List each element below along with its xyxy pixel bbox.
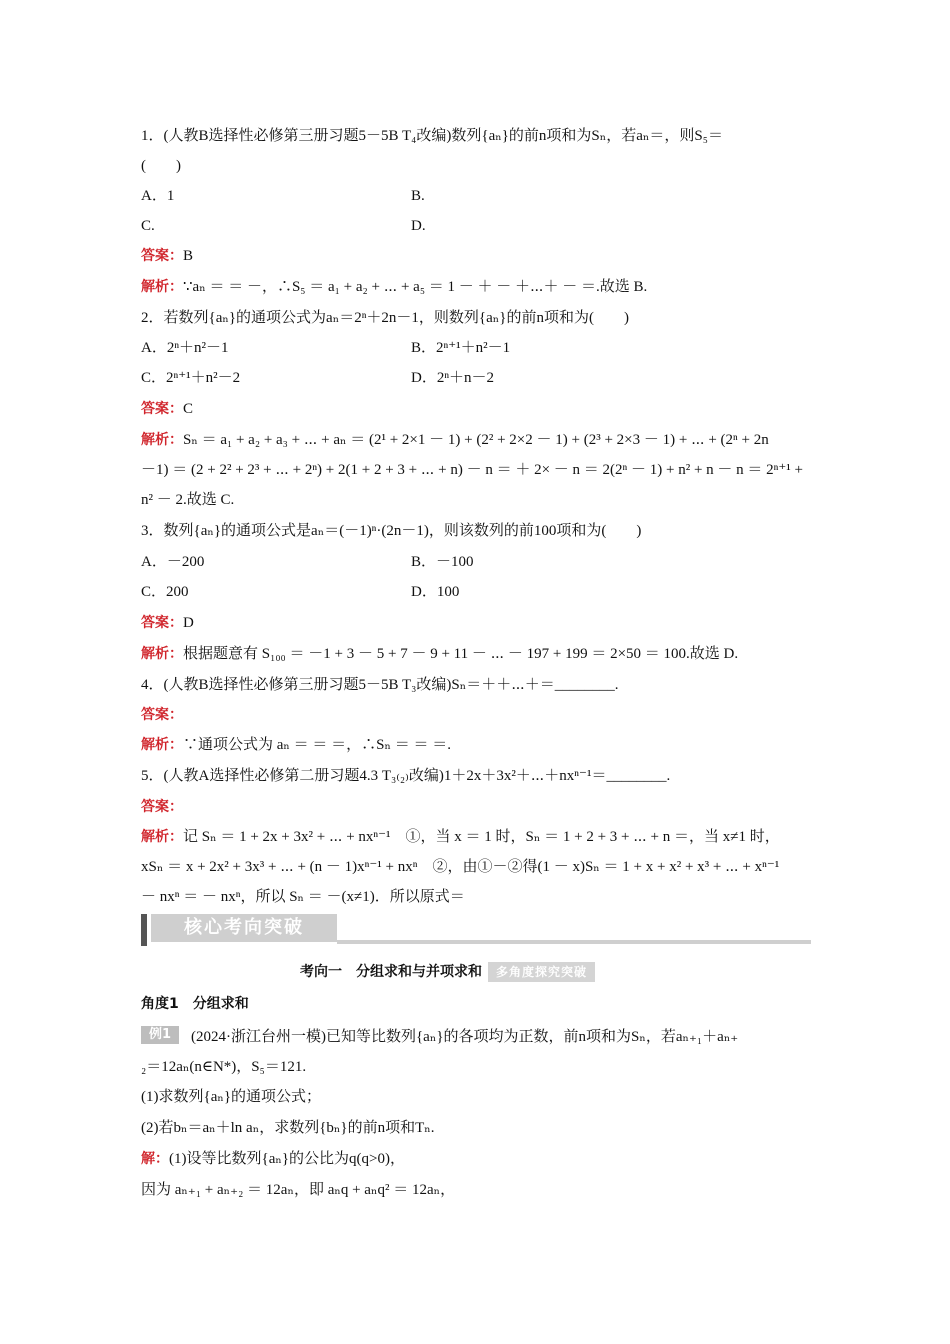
line-text: ( ) bbox=[141, 158, 181, 174]
text-line bbox=[141, 156, 813, 176]
option-right: D．100 bbox=[411, 584, 460, 600]
line-text: － nxⁿ ＝ － nxⁿ，所以 Sₙ ＝ －(x≠1)．所以原式＝ bbox=[141, 889, 465, 905]
line-text: 1．(人教B选择性必修第三册习题5－5B T₄改编)数列{aₙ}的前n项和为Sₙ，若aₙ＝，则S₅＝ bbox=[141, 128, 723, 144]
line-text: Sₙ ＝ a₁ + a₂ + a₃ + ⋯ + aₙ ＝ (2¹ + 2×1 － 1) + (2² + 2×2 － 1) + (2³ + 2×3 － 1) + ⋯ + (2ⁿ + 2n bbox=[183, 432, 769, 448]
text-line bbox=[141, 766, 813, 786]
line-text: 根据题意有 S₁₀₀ ＝ －1 + 3 － 5 + 7 － 9 + 11 － ⋯ － 197 + 199 ＝ 2×50 ＝ 100.故选 D. bbox=[183, 646, 739, 662]
line-text: 因为 aₙ₊₁ + aₙ₊₂ ＝ 12aₙ，即 aₙq + aₙq² ＝ 12aₙ， bbox=[141, 1182, 456, 1198]
text-line bbox=[141, 552, 813, 572]
line-text: A．2ⁿ＋n²－1 bbox=[141, 340, 229, 356]
option-right: B．2ⁿ⁺¹＋n²－1 bbox=[411, 340, 511, 356]
option-right: B．－100 bbox=[411, 554, 474, 570]
answer-label: 解析： bbox=[141, 737, 183, 753]
option-right: D．2ⁿ＋n－2 bbox=[411, 370, 495, 386]
section-banner bbox=[141, 914, 811, 946]
text-line bbox=[141, 399, 813, 419]
banner-title: 核心考向突破 bbox=[151, 914, 337, 942]
line-text: 2．若数列{aₙ}的通项公式为aₙ＝2ⁿ＋2n－1，则数列{aₙ}的前n项和为( ) bbox=[141, 310, 629, 326]
line-text: C．2ⁿ⁺¹＋n²－2 bbox=[141, 370, 241, 386]
text-line bbox=[141, 705, 813, 725]
section-badge: 多角度探究突破 bbox=[488, 962, 595, 982]
section-heading bbox=[300, 962, 950, 982]
answer-label: 答案： bbox=[141, 799, 183, 815]
text-line bbox=[141, 857, 813, 877]
text-line bbox=[141, 644, 813, 664]
line-text: ∵通项公式为 aₙ ＝ ＝ ＝，∴Sₙ ＝ ＝ ＝. bbox=[183, 737, 451, 753]
line-text: ∵aₙ ＝ ＝ －，∴S₅ ＝ a₁ + a₂ + ⋯ + a₅ ＝ 1 － ＋ － ＋⋯＋ － ＝.故选 B. bbox=[183, 279, 648, 295]
example-tag: 例1 bbox=[141, 1026, 179, 1044]
line-text: (1)求数列{aₙ}的通项公式； bbox=[141, 1089, 322, 1105]
text-line bbox=[141, 797, 813, 817]
text-line bbox=[141, 338, 813, 358]
text-line bbox=[141, 613, 813, 633]
answer-label: 答案： bbox=[141, 707, 183, 723]
option-right: B. bbox=[411, 188, 425, 204]
line-text: n² － 2.故选 C. bbox=[141, 492, 235, 508]
text-line bbox=[141, 126, 813, 146]
line-text: (2)若bₙ＝aₙ＋ln aₙ，求数列{bₙ}的前n项和Tₙ. bbox=[141, 1120, 435, 1136]
line-text: －1) ＝ (2 + 2² + 2³ + ⋯ + 2ⁿ) + 2(1 + 2 + 3 + ⋯ + n) － n ＝ ＋ 2× － n ＝ 2(2ⁿ － 1) + n² + n － n ＝ 2ⁿ⁺¹ + bbox=[141, 462, 804, 478]
answer-label: 解析： bbox=[141, 829, 183, 845]
text-line bbox=[141, 186, 813, 206]
text-line bbox=[141, 887, 813, 907]
answer-label: 答案： bbox=[141, 615, 183, 631]
line-text: 4．(人教B选择性必修第三册习题5－5B T₃改编)Sₙ＝＋＋⋯＋＝________. bbox=[141, 677, 619, 693]
line-text: ₂＝12aₙ(n∈N*)，S₅＝121. bbox=[141, 1059, 307, 1075]
banner-bar bbox=[141, 914, 147, 946]
text-line bbox=[141, 1057, 813, 1077]
text-line bbox=[141, 1087, 813, 1107]
line-text: 3．数列{aₙ}的通项公式是aₙ＝(－1)ⁿ·(2n－1)，则该数列的前100项和为( ) bbox=[141, 523, 642, 539]
banner-rule bbox=[337, 940, 811, 944]
answer-label: 答案： bbox=[141, 248, 183, 264]
section-title: 考向一 分组求和与并项求和 bbox=[300, 964, 482, 980]
text-line bbox=[141, 735, 813, 755]
line-text: B bbox=[183, 248, 194, 264]
text-line bbox=[141, 430, 813, 450]
text-line bbox=[141, 675, 813, 695]
line-text: C bbox=[183, 401, 194, 417]
text-line bbox=[141, 490, 813, 510]
text-line bbox=[141, 216, 813, 236]
line-text: C. bbox=[141, 218, 155, 234]
text-line bbox=[141, 827, 813, 847]
line-text: 记 Sₙ ＝ 1 + 2x + 3x² + ⋯ + nxⁿ⁻¹ ①，当 x ＝ 1 时，Sₙ ＝ 1 + 2 + 3 + ⋯ + n ＝，当 x≠1 时， bbox=[183, 829, 780, 845]
line-text: 5．(人教A选择性必修第二册习题4.3 T₃₍₂₎改编)1＋2x＋3x²＋⋯＋nxⁿ⁻¹＝________. bbox=[141, 768, 671, 784]
text-line bbox=[191, 1027, 863, 1047]
text-line bbox=[141, 1118, 813, 1138]
text-line bbox=[141, 521, 813, 541]
text-line bbox=[141, 308, 813, 328]
text-line bbox=[141, 582, 813, 602]
text-line bbox=[141, 246, 813, 266]
text-line bbox=[141, 277, 813, 297]
answer-label: 解析： bbox=[141, 646, 183, 662]
line-text: D bbox=[183, 615, 194, 631]
answer-label: 解析： bbox=[141, 279, 183, 295]
option-right: D. bbox=[411, 218, 426, 234]
text-line bbox=[141, 368, 813, 388]
line-text: C．200 bbox=[141, 584, 189, 600]
angle-title: 角度1 分组求和 bbox=[141, 996, 249, 1012]
answer-label: 解析： bbox=[141, 432, 183, 448]
line-text: (2024·浙江台州一模)已知等比数列{aₙ}的各项均为正数，前n项和为Sₙ，若aₙ₊₁＋aₙ₊ bbox=[191, 1029, 739, 1045]
answer-label: 答案： bbox=[141, 401, 183, 417]
answer-label: 解： bbox=[141, 1151, 169, 1167]
text-line bbox=[141, 1180, 813, 1200]
line-text: xSₙ ＝ x + 2x² + 3x³ + ⋯ + (n － 1)xⁿ⁻¹ + nxⁿ ②，由①－②得(1 － x)Sₙ ＝ 1 + x + x² + x³ + ⋯ + xⁿ⁻¹ bbox=[141, 859, 780, 875]
text-line bbox=[141, 1149, 813, 1169]
line-text: A．1 bbox=[141, 188, 175, 204]
text-line bbox=[141, 460, 813, 480]
line-text: (1)设等比数列{aₙ}的公比为q(q>0)， bbox=[169, 1151, 405, 1167]
line-text: A．－200 bbox=[141, 554, 205, 570]
